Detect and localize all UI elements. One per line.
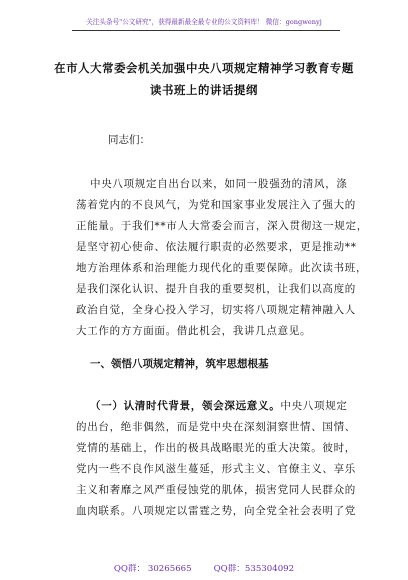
paragraph-line: 的出台，绝非偶然，而是党中央在深刻洞察世情、国情、 <box>76 421 356 433</box>
paragraph-line: 是坚守初心使命、依法履行职责的必然要求，更是推动** <box>76 241 357 253</box>
footer-contact <box>0 562 408 574</box>
document-title-line-2: 读书班上的讲话提纲 <box>150 83 258 97</box>
document-title-line-1: 在市人大常委会机关加强中央八项规定精神学习教育专题 <box>54 61 354 75</box>
paragraph-line: 党内一些不良作风滋生蔓延，形式主义、官僚主义、享乐 <box>76 463 356 475</box>
paragraph-line: 主义和奢靡之风严重侵蚀党的肌体，损害党同人民群众的 <box>76 484 356 496</box>
footer-qq-group-2: QQ群：535304092 <box>213 564 295 574</box>
paragraph-line: 党情的基础上，作出的极具战略眼光的重大决策。彼时， <box>76 442 356 454</box>
paragraph-line: 地方治理体系和治理能力现代化的重要保障。此次读书班， <box>76 262 368 274</box>
salutation: 同志们： <box>108 134 150 146</box>
paragraph-line: 荡着党内的不良风气，为党和国家事业发展注入了强大的 <box>76 199 356 211</box>
subsection-title: （一）认清时代背景，领会深远意义。 <box>90 400 281 412</box>
header-divider <box>72 30 340 31</box>
subsection-first-line <box>90 398 348 413</box>
section-heading: 一、领悟八项规定精神，筑牢思想根基 <box>90 358 269 370</box>
header-banner: 关注头条号"公文研究"，获得最新最全最专业的公文资料库！ 微信：gongwenyj <box>86 18 322 26</box>
paragraph-line: 中央八项规定自出台以来，如同一股强劲的清风，涤 <box>90 178 348 190</box>
paragraph-line: 政治自觉，全身心投入学习，切实将八项规定精神融入人 <box>76 304 356 316</box>
subsection-first-line-text: 中央八项规定 <box>280 400 348 412</box>
paragraph-line: 正能量。于我们**市人大常委会而言，深入贯彻这一规定， <box>76 220 368 232</box>
paragraph-line: 大工作的方方面面。借此机会，我讲几点意见。 <box>76 325 312 337</box>
paragraph-line: 是我们深化认识、提升自我的重要契机，让我们以高度的 <box>76 283 356 295</box>
footer-qq-group-1: QQ群： 30265665 <box>113 564 192 574</box>
paragraph-line: 血肉联系。八项规定以雷霆之势，向全党全社会表明了党 <box>76 505 356 517</box>
